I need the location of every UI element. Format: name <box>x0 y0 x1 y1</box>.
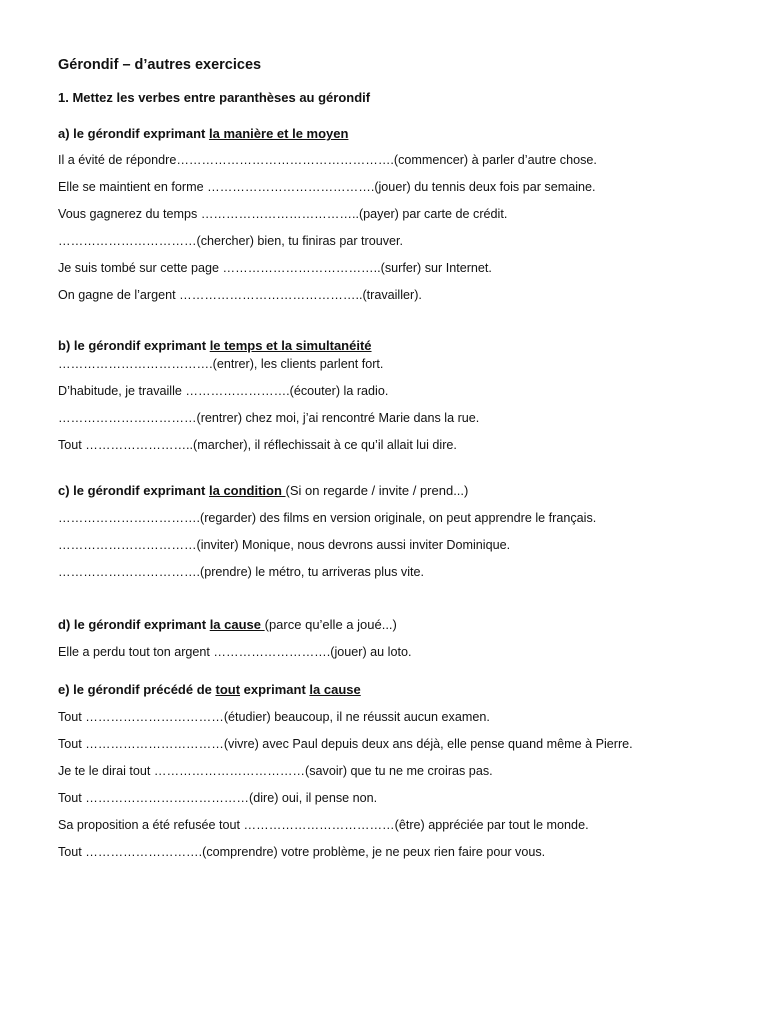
exercise-line: ……………………………(inviter) Monique, nous devrons aussi inviter Dominique. <box>58 538 511 552</box>
section-c <box>58 482 738 581</box>
heading-underlined: la cause <box>309 682 361 697</box>
section-d <box>58 616 738 661</box>
exercise-line: Tout …………………………………(dire) oui, il pense non. <box>58 791 378 805</box>
exercise-line: ……………………………(chercher) bien, tu finiras par trouver. <box>58 234 404 248</box>
heading-prefix: d) le gérondif exprimant <box>58 617 210 632</box>
exercise-line: On gagne de l’argent ……………………………………..(travailler). <box>58 288 422 302</box>
section-b <box>58 337 738 454</box>
section-a <box>58 125 738 304</box>
exercise-line: Tout ……………………….(comprendre) votre problème, je ne peux rien faire pour vous. <box>58 845 546 859</box>
section-heading <box>58 337 738 355</box>
page-title: Gérondif – d’autres exercices <box>58 57 262 73</box>
exercise-line: Il a évité de répondre…………………………………………….(commencer) à parler d’autre chose. <box>58 153 597 167</box>
heading-mid: exprimant <box>240 682 310 697</box>
exercise-line: …………………………….(prendre) le métro, tu arriveras plus vite. <box>58 565 424 579</box>
exercise-line: Vous gagnerez du temps ………………………………..(payer) par carte de crédit. <box>58 207 508 221</box>
section-heading <box>58 616 738 634</box>
exercise-line: Sa proposition a été refusée tout ………………………………(être) appréciée par tout le monde. <box>58 818 589 832</box>
exercise-line: Elle a perdu tout ton argent ……………………….(jouer) au loto. <box>58 645 412 659</box>
heading-underlined: la cause <box>209 617 265 632</box>
exercise-line: ……………………………….(entrer), les clients parlent fort. <box>58 357 384 371</box>
heading-note: (parce qu’elle a joué...) <box>264 617 397 632</box>
exercise-line: Tout ……………………..(marcher), il réflechissait à ce qu’il allait lui dire. <box>58 438 457 452</box>
exercise-line: Elle se maintient en forme ………………………………….(jouer) du tennis deux fois par semaine. <box>58 180 596 194</box>
exercise-line: D’habitude, je travaille …………………….(écouter) la radio. <box>58 384 389 398</box>
section-heading <box>58 482 738 500</box>
heading-underlined: la condition <box>208 483 286 498</box>
document-body <box>58 56 738 861</box>
section-heading <box>58 125 738 143</box>
section-heading <box>58 681 738 699</box>
exercise-line: Tout ……………………………(vivre) avec Paul depuis deux ans déjà, elle pense quand même à Pierre. <box>58 737 633 751</box>
heading-prefix: a) le gérondif exprimant <box>58 126 209 141</box>
heading-underlined: tout <box>215 682 241 697</box>
heading-note: (Si on regarde / invite / prend...) <box>285 483 469 498</box>
heading-underlined: le temps et la simultanéité <box>209 338 372 353</box>
exercise-line: ……………………………(rentrer) chez moi, j’ai rencontré Marie dans la rue. <box>58 411 480 425</box>
exercise-line: Je suis tombé sur cette page ………………………………..(surfer) sur Internet. <box>58 261 492 275</box>
exercise-instruction: 1. Mettez les verbes entre paranthèses au gérondif <box>58 90 371 105</box>
heading-underlined: la manière et le moyen <box>208 126 349 141</box>
section-e <box>58 681 738 861</box>
exercise-line: Tout ……………………………(étudier) beaucoup, il ne réussit aucun examen. <box>58 710 490 724</box>
heading-prefix: c) le gérondif exprimant <box>58 483 209 498</box>
exercise-line: …………………………….(regarder) des films en version originale, on peut apprendre le français. <box>58 511 597 525</box>
heading-prefix: e) le gérondif précédé de <box>58 682 216 697</box>
heading-prefix: b) le gérondif exprimant <box>58 338 210 353</box>
exercise-line: Je te le dirai tout ………………………………(savoir) que tu ne me croiras pas. <box>58 764 493 778</box>
